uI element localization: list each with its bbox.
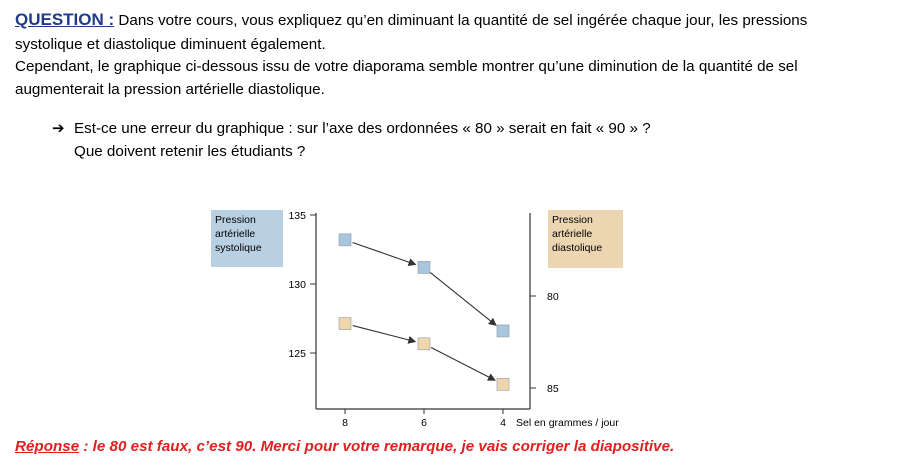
question-line-2: systolique et diastolique diminuent également. bbox=[15, 36, 326, 53]
x-tick-label: 8 bbox=[342, 417, 348, 429]
question-line-4: augmenterait la pression artérielle diastolique. bbox=[15, 81, 325, 98]
bullet-line-1: Est-ce une erreur du graphique : sur l’axe des ordonnées « 80 » serait en fait « 90 » ? bbox=[74, 120, 651, 137]
trend-arrow bbox=[431, 347, 495, 380]
x-axis-label: Sel en grammes / jour bbox=[516, 417, 619, 429]
x-tick-label: 4 bbox=[500, 417, 506, 429]
data-point bbox=[497, 378, 509, 390]
left-tick-label: 130 bbox=[288, 279, 306, 291]
diastolic-label-line: artérielle bbox=[552, 228, 593, 240]
data-point bbox=[497, 325, 509, 337]
diastolic-label-line: Pression bbox=[552, 214, 593, 226]
diastolic-label-line: diastolique bbox=[552, 242, 603, 254]
answer-label: Réponse bbox=[15, 438, 80, 455]
systolic-label-line: artérielle bbox=[215, 228, 256, 240]
trend-arrow bbox=[353, 242, 416, 264]
trend-arrow bbox=[353, 326, 416, 342]
right-tick-label: 80 bbox=[547, 291, 559, 303]
question-text-1: Dans votre cours, vous expliquez qu’en diminuant la quantité de sel ingérée chaque jour, les pressions bbox=[118, 12, 808, 29]
x-tick-label: 6 bbox=[421, 417, 427, 429]
trend-arrow bbox=[430, 272, 496, 325]
left-tick-label: 135 bbox=[288, 210, 306, 222]
question-line-3: Cependant, le graphique ci-dessous issu de votre diaporama semble montrer qu’une diminution de la quantité de sel bbox=[15, 58, 798, 75]
question-label: QUESTION : bbox=[15, 10, 115, 29]
data-point bbox=[339, 234, 351, 246]
data-point bbox=[339, 318, 351, 330]
right-tick-label: 85 bbox=[547, 383, 559, 395]
arrow-icon: ➔ bbox=[52, 120, 65, 137]
data-point bbox=[418, 338, 430, 350]
data-point bbox=[418, 261, 430, 273]
left-tick-label: 125 bbox=[288, 348, 306, 360]
systolic-label-line: systolique bbox=[215, 242, 262, 254]
bullet-line-2: Que doivent retenir les étudiants ? bbox=[74, 143, 306, 160]
answer-text bbox=[15, 436, 674, 458]
answer-body: : le 80 est faux, c’est 90. Merci pour votre remarque, je vais corriger la diapositive. bbox=[79, 438, 675, 455]
systolic-label-line: Pression bbox=[215, 214, 256, 226]
